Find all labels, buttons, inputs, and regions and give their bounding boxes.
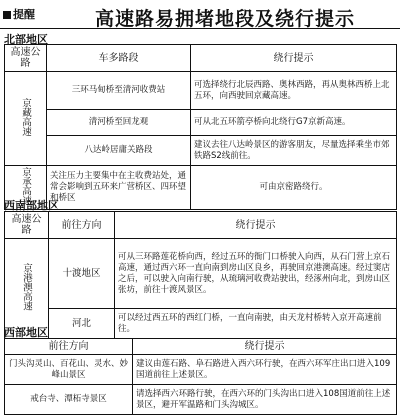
segment-cell: 八达岭居庸关路段 (47, 136, 191, 166)
road-name-cell (5, 72, 47, 166)
table-row (5, 136, 397, 166)
table-row (5, 110, 397, 136)
southwest-table (4, 211, 397, 339)
segment-cell: 关注压力主要集中在主收费站处，通常会影响到五环来广营桥区、四环望和桥区 (47, 166, 191, 210)
direction-cell: 门头沟灵山、百花山、灵水、妙峰山景区 (5, 355, 133, 385)
tip-cell: 建议去往八达岭景区的游客朋友，尽量选择乘坐市郊铁路S2线前往。 (191, 136, 397, 166)
table-row (5, 239, 397, 309)
north-table (4, 44, 397, 210)
column-header: 车多路段 (47, 45, 191, 72)
table-row (5, 166, 397, 210)
header-divider (0, 28, 400, 29)
reminder-tag-label: 提醒 (13, 8, 35, 21)
column-header: 绕行提示 (191, 45, 397, 72)
west-table (4, 338, 397, 415)
column-header: 高速公路 (5, 212, 49, 239)
column-header: 前往方向 (5, 339, 133, 355)
segment-cell: 清河桥至回龙观 (47, 110, 191, 136)
column-header: 绕行提示 (133, 339, 397, 355)
article-header (0, 0, 400, 30)
table-header-row (5, 212, 397, 239)
tip-cell: 建议由莲石路、阜石路进入西六环行驶，在西六环军庄出口进入109国道前往上述景区。 (133, 355, 397, 385)
table-row (5, 385, 397, 415)
segment-cell: 三环马甸桥至清河收费站 (47, 72, 191, 110)
tip-cell: 请选择西六环路行驶，在西六环的门头沟出口进入108国道前往上述景区，避开军温路和门头沟城区。 (133, 385, 397, 415)
square-bullet-icon (3, 11, 11, 19)
page-title: 高速路易拥堵地段及绕行提示 (95, 8, 356, 30)
road-name: 京承高速 (20, 167, 31, 205)
tip-cell: 可从三环路莲花桥向西，经过五环的衙门口桥驶入向西，从石门营上京石高速，通过西六环一直向南到房山区良乡，再驶回京港澳高速。经过窦店之后，可以驶入向南行驶，从琉璃河收费站驶出，经涿州向北，到房山区张坊，前往十渡风景区。 (115, 239, 397, 309)
tip-cell: 可由京密路绕行。 (191, 166, 397, 210)
column-header: 高速公路 (5, 45, 47, 72)
table-row (5, 355, 397, 385)
column-header: 前往方向 (49, 212, 115, 239)
section-title-north: 北部地区 (4, 33, 48, 46)
section-title-southwest: 西南部地区 (4, 199, 59, 212)
column-header: 绕行提示 (115, 212, 397, 239)
direction-cell: 戒台寺、潭柘寺景区 (5, 385, 133, 415)
reminder-tag (3, 7, 35, 23)
tip-cell: 可从北五环箭亭桥向北绕行G7京新高速。 (191, 110, 397, 136)
table-header-row (5, 339, 397, 355)
section-title-west: 西部地区 (4, 326, 48, 339)
tip-cell: 可以经过西五环的西红门桥，一直向南驶，由天龙村桥转入京开高速前往。 (115, 309, 397, 339)
table-row (5, 309, 397, 339)
table-header-row (5, 45, 397, 72)
road-name: 京港澳高速 (21, 263, 32, 311)
direction-cell: 十渡地区 (49, 239, 115, 309)
table-row (5, 72, 397, 110)
tip-cell: 可选择绕行北辰西路、奥林西路，再从奥林西桥上北五环，向西驶回京藏高速。 (191, 72, 397, 110)
direction-cell: 河北 (49, 309, 115, 339)
road-name: 京藏高速 (20, 98, 31, 136)
